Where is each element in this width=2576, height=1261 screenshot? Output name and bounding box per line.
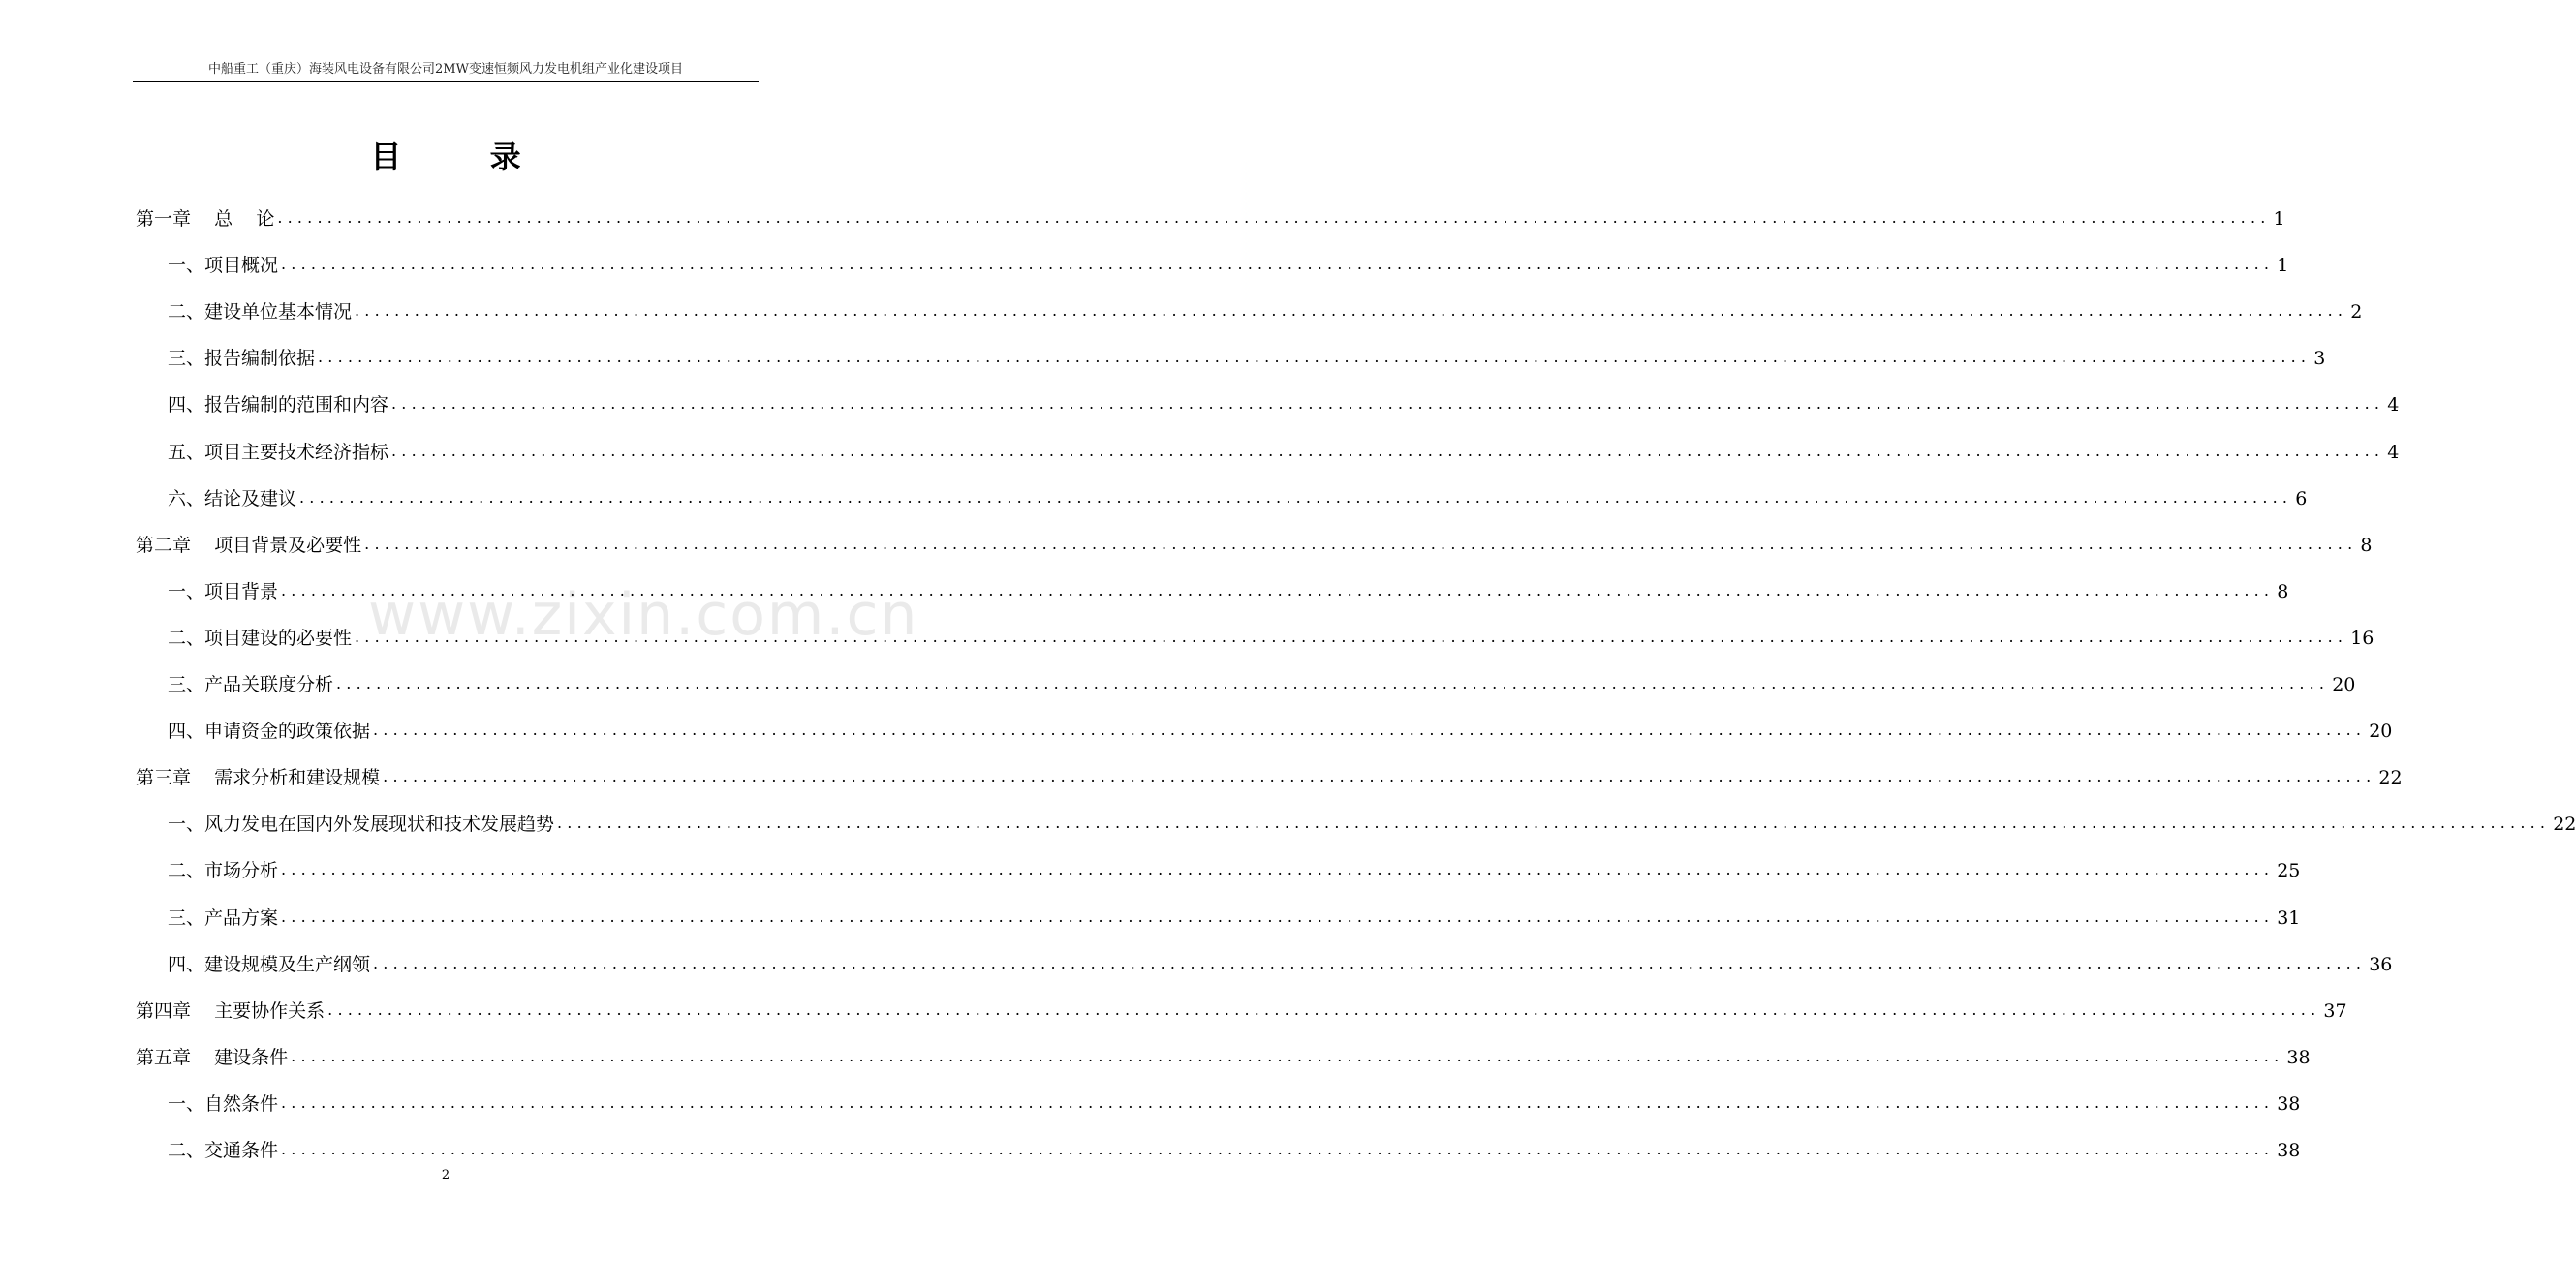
toc-entry-page: 20: [2332, 674, 2356, 696]
toc-entry-label: 二、市场分析: [168, 860, 279, 882]
toc-entry-label: 一、项目背景: [168, 580, 279, 602]
toc-leader-dots: ........................................................................................................................................................................................................: [373, 721, 2367, 740]
toc-entry-label: 第一章 总 论: [136, 208, 275, 231]
toc-leader-dots: ........................................................................................................................................................................................................: [355, 627, 2348, 646]
toc-entry-page: 1: [2277, 255, 2289, 277]
toc-entry-label: 一、自然条件: [168, 1092, 279, 1115]
toc-entry[interactable]: [136, 882, 2301, 929]
toc-entry-label: 六、结论及建议: [168, 487, 297, 509]
toc-entry[interactable]: [136, 743, 2403, 789]
toc-entry[interactable]: [136, 557, 2289, 603]
toc-entry[interactable]: [136, 184, 2285, 231]
toc-entry-label: 二、建设单位基本情况: [168, 301, 353, 323]
toc-entry-label: 第五章 建设条件: [136, 1046, 289, 1068]
toc-entry[interactable]: [136, 696, 2393, 743]
toc-entry-label: 三、产品方案: [168, 907, 279, 929]
page-title: 目 录: [370, 138, 560, 175]
toc-entry-page: 38: [2277, 1092, 2301, 1115]
toc-entry-page: 16: [2350, 627, 2374, 649]
toc-entry-page: 22: [2378, 767, 2403, 789]
toc-entry[interactable]: [136, 231, 2289, 277]
toc-entry[interactable]: [136, 836, 2301, 882]
toc-entry-label: 第三章 需求分析和建设规模: [136, 767, 381, 789]
toc-leader-dots: ........................................................................................................................................................................................................: [281, 580, 2275, 600]
toc-entry-label: 四、建设规模及生产纲领: [168, 953, 371, 975]
toc-leader-dots: ........................................................................................................................................................................................................: [291, 1046, 2284, 1065]
toc-entry-page: 2: [2350, 301, 2363, 323]
toc-entry-page: 8: [2360, 534, 2373, 556]
toc-leader-dots: ........................................................................................................................................................................................................: [355, 301, 2348, 321]
toc-entry[interactable]: [136, 370, 2400, 416]
toc-entry-page: 8: [2277, 580, 2289, 602]
toc-leader-dots: ........................................................................................................................................................................................................: [336, 674, 2330, 693]
toc-entry-page: 22: [2553, 814, 2576, 836]
toc-entry[interactable]: [136, 976, 2347, 1023]
toc-leader-dots: ........................................................................................................................................................................................................: [281, 860, 2275, 879]
toc-entry[interactable]: [136, 277, 2363, 323]
toc-entry[interactable]: [136, 1069, 2301, 1116]
toc-leader-dots: ........................................................................................................................................................................................................: [391, 441, 2385, 460]
toc-entry-label: 一、风力发电在国内外发展现状和技术发展趋势: [168, 814, 555, 836]
table-of-contents: [136, 184, 2576, 1162]
toc-entry-page: 3: [2313, 348, 2326, 370]
toc-entry-page: 25: [2277, 860, 2301, 882]
toc-entry[interactable]: [136, 930, 2393, 976]
toc-leader-dots: ........................................................................................................................................................................................................: [383, 767, 2376, 786]
toc-entry-label: 第四章 主要协作关系: [136, 1000, 326, 1022]
toc-entry-page: 4: [2387, 441, 2400, 463]
toc-entry[interactable]: [136, 323, 2326, 370]
toc-leader-dots: ........................................................................................................................................................................................................: [318, 348, 2312, 367]
toc-leader-dots: ........................................................................................................................................................................................................: [557, 814, 2551, 833]
toc-leader-dots: ........................................................................................................................................................................................................: [299, 487, 2293, 507]
toc-leader-dots: ........................................................................................................................................................................................................: [364, 534, 2358, 553]
toc-entry-label: 二、项目建设的必要性: [168, 627, 353, 649]
toc-entry-label: 二、交通条件: [168, 1139, 279, 1161]
toc-entry[interactable]: [136, 1023, 2311, 1069]
toc-entry-label: 一、项目概况: [168, 255, 279, 277]
toc-entry[interactable]: [136, 650, 2356, 696]
toc-entry-page: 38: [2286, 1046, 2311, 1068]
header-rule: [133, 81, 759, 82]
toc-entry[interactable]: [136, 416, 2400, 463]
toc-leader-dots: ........................................................................................................................................................................................................: [327, 1000, 2321, 1019]
toc-entry-page: 38: [2277, 1139, 2301, 1161]
toc-entry[interactable]: [136, 1116, 2301, 1162]
toc-entry[interactable]: [136, 464, 2308, 510]
toc-leader-dots: ........................................................................................................................................................................................................: [391, 394, 2385, 414]
toc-entry-label: 三、报告编制依据: [168, 348, 316, 370]
toc-entry-page: 20: [2369, 721, 2393, 743]
toc-leader-dots: ........................................................................................................................................................................................................: [281, 255, 2275, 274]
toc-entry-page: 1: [2273, 208, 2285, 231]
toc-entry-label: 五、项目主要技术经济指标: [168, 441, 389, 463]
toc-entry-page: 6: [2295, 487, 2308, 509]
toc-entry[interactable]: [136, 789, 2576, 836]
toc-entry-label: 四、报告编制的范围和内容: [168, 394, 389, 416]
toc-leader-dots: ........................................................................................................................................................................................................: [373, 953, 2367, 972]
toc-entry-page: 4: [2387, 394, 2400, 416]
toc-entry-label: 三、产品关联度分析: [168, 674, 334, 696]
running-header: 中船重工（重庆）海装风电设备有限公司2MW变速恒频风力发电机组产业化建设项目: [208, 62, 683, 77]
toc-leader-dots: ........................................................................................................................................................................................................: [281, 1092, 2275, 1112]
page-number: 2: [441, 1168, 450, 1183]
watermark: www.zixin.com.cn: [368, 581, 919, 649]
toc-entry[interactable]: [136, 510, 2373, 557]
toc-leader-dots: ........................................................................................................................................................................................................: [281, 907, 2275, 926]
toc-entry-page: 31: [2277, 907, 2301, 929]
toc-entry-label: 四、申请资金的政策依据: [168, 721, 371, 743]
toc-entry-page: 36: [2369, 953, 2393, 975]
toc-leader-dots: ........................................................................................................................................................................................................: [281, 1139, 2275, 1158]
toc-entry-page: 37: [2323, 1000, 2347, 1022]
toc-entry-label: 第二章 项目背景及必要性: [136, 534, 362, 556]
toc-leader-dots: ........................................................................................................................................................................................................: [277, 208, 2271, 228]
